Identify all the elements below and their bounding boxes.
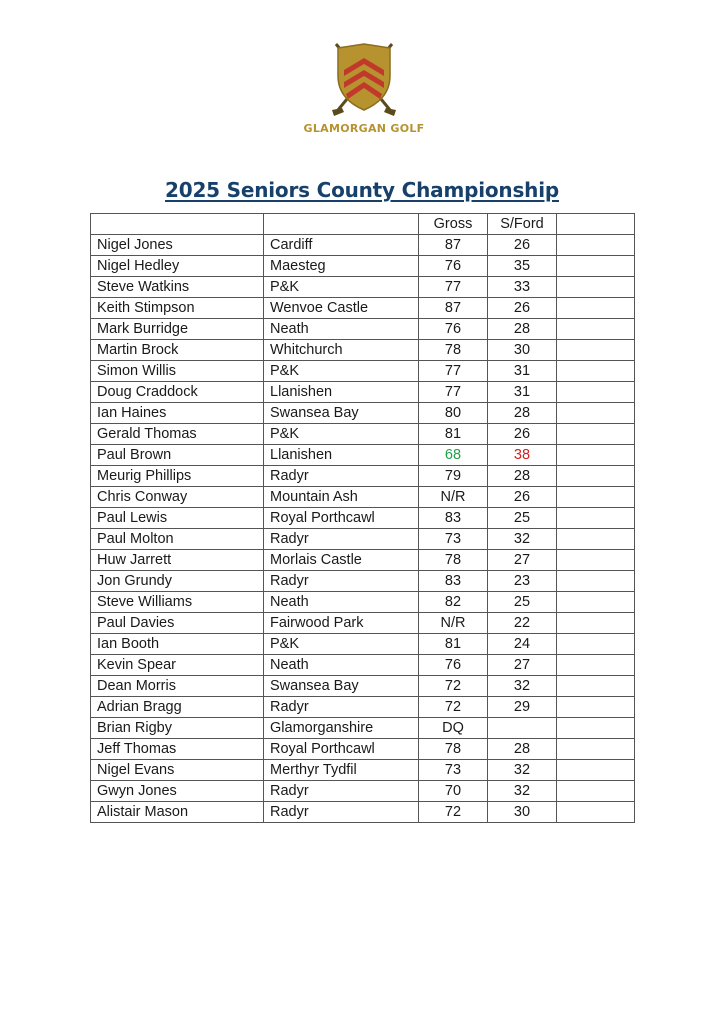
- gross-score: N/R: [419, 613, 488, 634]
- table-row: [91, 529, 635, 550]
- player-club: Royal Porthcawl: [264, 508, 419, 529]
- table-row: [91, 781, 635, 802]
- player-club: Mountain Ash: [264, 487, 419, 508]
- gross-score: 87: [419, 298, 488, 319]
- gross-score: 77: [419, 277, 488, 298]
- stableford-score: 33: [488, 277, 557, 298]
- player-name: Simon Willis: [91, 361, 264, 382]
- table-row: [91, 634, 635, 655]
- player-name: Paul Lewis: [91, 508, 264, 529]
- gross-score: 83: [419, 571, 488, 592]
- blank-cell: [557, 340, 635, 361]
- table-row: [91, 298, 635, 319]
- table-row: [91, 445, 635, 466]
- player-name: Mark Burridge: [91, 319, 264, 340]
- table-row: [91, 676, 635, 697]
- stableford-score: 28: [488, 319, 557, 340]
- header-blank: [557, 214, 635, 235]
- blank-cell: [557, 298, 635, 319]
- table-header-row: [91, 214, 635, 235]
- blank-cell: [557, 697, 635, 718]
- player-name: Paul Brown: [91, 445, 264, 466]
- table-row: [91, 592, 635, 613]
- blank-cell: [557, 592, 635, 613]
- stableford-score: 27: [488, 550, 557, 571]
- stableford-score: 25: [488, 508, 557, 529]
- blank-cell: [557, 760, 635, 781]
- stableford-score: 35: [488, 256, 557, 277]
- gross-score: 80: [419, 403, 488, 424]
- stableford-score: 29: [488, 697, 557, 718]
- table-row: [91, 340, 635, 361]
- blank-cell: [557, 361, 635, 382]
- player-club: Radyr: [264, 781, 419, 802]
- header-gross: Gross: [419, 214, 488, 235]
- player-name: Dean Morris: [91, 676, 264, 697]
- player-club: Radyr: [264, 697, 419, 718]
- stableford-score: 26: [488, 298, 557, 319]
- blank-cell: [557, 403, 635, 424]
- table-row: [91, 571, 635, 592]
- blank-cell: [557, 634, 635, 655]
- player-name: Steve Williams: [91, 592, 264, 613]
- player-name: Paul Molton: [91, 529, 264, 550]
- blank-cell: [557, 571, 635, 592]
- table-row: [91, 487, 635, 508]
- blank-cell: [557, 802, 635, 823]
- stableford-score: 27: [488, 655, 557, 676]
- blank-cell: [557, 382, 635, 403]
- header-stableford: S/Ford: [488, 214, 557, 235]
- stableford-score: 32: [488, 676, 557, 697]
- gross-score: 76: [419, 655, 488, 676]
- blank-cell: [557, 277, 635, 298]
- blank-cell: [557, 781, 635, 802]
- player-name: Alistair Mason: [91, 802, 264, 823]
- gross-score: 82: [419, 592, 488, 613]
- stableford-score: 26: [488, 424, 557, 445]
- stableford-score: 30: [488, 802, 557, 823]
- gross-score: 83: [419, 508, 488, 529]
- gross-score: 77: [419, 382, 488, 403]
- player-club: Radyr: [264, 466, 419, 487]
- table-row: [91, 802, 635, 823]
- player-club: Radyr: [264, 802, 419, 823]
- gross-score: 78: [419, 340, 488, 361]
- blank-cell: [557, 466, 635, 487]
- player-club: Fairwood Park: [264, 613, 419, 634]
- table-row: [91, 466, 635, 487]
- table-row: [91, 739, 635, 760]
- stableford-score: [488, 718, 557, 739]
- player-name: Ian Haines: [91, 403, 264, 424]
- player-name: Jeff Thomas: [91, 739, 264, 760]
- player-name: Paul Davies: [91, 613, 264, 634]
- player-club: P&K: [264, 634, 419, 655]
- player-club: Radyr: [264, 571, 419, 592]
- player-club: Neath: [264, 655, 419, 676]
- blank-cell: [557, 445, 635, 466]
- gross-score: 68: [419, 445, 488, 466]
- blank-cell: [557, 655, 635, 676]
- stableford-score: 23: [488, 571, 557, 592]
- header-club: [264, 214, 419, 235]
- blank-cell: [557, 424, 635, 445]
- gross-score: 72: [419, 697, 488, 718]
- logo-text: GLAMORGAN GOLF: [303, 122, 425, 135]
- player-name: Brian Rigby: [91, 718, 264, 739]
- gross-score: 72: [419, 676, 488, 697]
- blank-cell: [557, 319, 635, 340]
- player-name: Gwyn Jones: [91, 781, 264, 802]
- table-row: [91, 382, 635, 403]
- player-club: Neath: [264, 319, 419, 340]
- player-club: Neath: [264, 592, 419, 613]
- table-row: [91, 697, 635, 718]
- stableford-score: 32: [488, 529, 557, 550]
- player-club: Royal Porthcawl: [264, 739, 419, 760]
- gross-score: 70: [419, 781, 488, 802]
- player-club: Llanishen: [264, 445, 419, 466]
- blank-cell: [557, 508, 635, 529]
- gross-score: 78: [419, 739, 488, 760]
- player-name: Kevin Spear: [91, 655, 264, 676]
- blank-cell: [557, 256, 635, 277]
- gross-score: 72: [419, 802, 488, 823]
- stableford-score: 30: [488, 340, 557, 361]
- gross-score: 77: [419, 361, 488, 382]
- player-name: Gerald Thomas: [91, 424, 264, 445]
- player-club: Wenvoe Castle: [264, 298, 419, 319]
- table-row: [91, 319, 635, 340]
- player-club: P&K: [264, 424, 419, 445]
- table-row: [91, 403, 635, 424]
- player-club: Radyr: [264, 529, 419, 550]
- player-club: P&K: [264, 277, 419, 298]
- gross-score: 81: [419, 424, 488, 445]
- table-row: [91, 613, 635, 634]
- stableford-score: 22: [488, 613, 557, 634]
- player-club: Cardiff: [264, 235, 419, 256]
- blank-cell: [557, 739, 635, 760]
- player-name: Doug Craddock: [91, 382, 264, 403]
- player-club: Llanishen: [264, 382, 419, 403]
- player-club: Merthyr Tydfil: [264, 760, 419, 781]
- results-table: [90, 213, 635, 823]
- player-name: Huw Jarrett: [91, 550, 264, 571]
- table-row: [91, 718, 635, 739]
- player-club: Maesteg: [264, 256, 419, 277]
- player-club: Whitchurch: [264, 340, 419, 361]
- stableford-score: 28: [488, 739, 557, 760]
- blank-cell: [557, 676, 635, 697]
- stableford-score: 26: [488, 487, 557, 508]
- player-name: Steve Watkins: [91, 277, 264, 298]
- player-name: Chris Conway: [91, 487, 264, 508]
- stableford-score: 38: [488, 445, 557, 466]
- gross-score: 73: [419, 760, 488, 781]
- player-name: Nigel Hedley: [91, 256, 264, 277]
- blank-cell: [557, 235, 635, 256]
- table-row: [91, 550, 635, 571]
- blank-cell: [557, 529, 635, 550]
- player-name: Nigel Jones: [91, 235, 264, 256]
- player-name: Keith Stimpson: [91, 298, 264, 319]
- player-name: Meurig Phillips: [91, 466, 264, 487]
- gross-score: 73: [419, 529, 488, 550]
- table-row: [91, 235, 635, 256]
- player-club: Glamorganshire: [264, 718, 419, 739]
- gross-score: N/R: [419, 487, 488, 508]
- player-club: Swansea Bay: [264, 676, 419, 697]
- player-name: Adrian Bragg: [91, 697, 264, 718]
- table-row: [91, 760, 635, 781]
- gross-score: 76: [419, 256, 488, 277]
- gross-score: DQ: [419, 718, 488, 739]
- player-name: Jon Grundy: [91, 571, 264, 592]
- table-row: [91, 256, 635, 277]
- stableford-score: 31: [488, 382, 557, 403]
- stableford-score: 28: [488, 403, 557, 424]
- table-row: [91, 508, 635, 529]
- table-row: [91, 361, 635, 382]
- player-name: Nigel Evans: [91, 760, 264, 781]
- stableford-score: 32: [488, 781, 557, 802]
- stableford-score: 28: [488, 466, 557, 487]
- blank-cell: [557, 613, 635, 634]
- table-row: [91, 655, 635, 676]
- header-name: [91, 214, 264, 235]
- table-row: [91, 277, 635, 298]
- stableford-score: 31: [488, 361, 557, 382]
- gross-score: 87: [419, 235, 488, 256]
- player-club: Swansea Bay: [264, 403, 419, 424]
- gross-score: 76: [419, 319, 488, 340]
- gross-score: 81: [419, 634, 488, 655]
- stableford-score: 24: [488, 634, 557, 655]
- stableford-score: 32: [488, 760, 557, 781]
- stableford-score: 25: [488, 592, 557, 613]
- stableford-score: 26: [488, 235, 557, 256]
- player-name: Martin Brock: [91, 340, 264, 361]
- shield-crest-icon: [328, 40, 400, 124]
- gross-score: 79: [419, 466, 488, 487]
- blank-cell: [557, 487, 635, 508]
- gross-score: 78: [419, 550, 488, 571]
- page-title: 2025 Seniors County Championship: [165, 178, 559, 202]
- player-name: Ian Booth: [91, 634, 264, 655]
- blank-cell: [557, 550, 635, 571]
- table-row: [91, 424, 635, 445]
- player-club: P&K: [264, 361, 419, 382]
- player-club: Morlais Castle: [264, 550, 419, 571]
- blank-cell: [557, 718, 635, 739]
